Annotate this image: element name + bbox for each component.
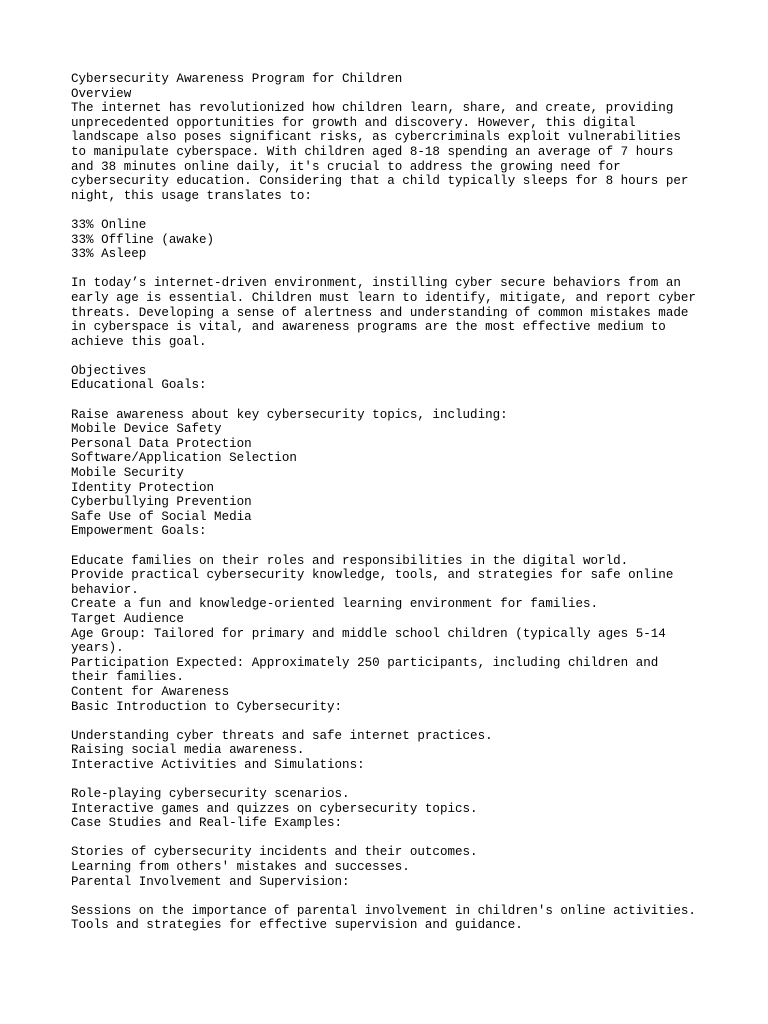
text-line: Interactive Activities and Simulations: [71,757,365,772]
text-line: Raise awareness about key cybersecurity topics, including: [71,407,508,422]
blank-line [71,889,731,904]
text-line: Cybersecurity Awareness Program for Children [71,72,403,86]
text-line: Objectives [71,363,147,378]
text-line: their families. [71,670,184,685]
text-line: 33% Online [71,217,147,232]
text-line: Age Group: Tailored for primary and middle school children (typically ages 5-14 [71,626,666,641]
text-line: Parental Involvement and Supervision: [71,874,350,889]
document-body [71,72,731,933]
text-line: Software/Application Selection [71,451,297,466]
text-line: Target Audience [71,611,184,626]
blank-line [71,831,731,846]
text-line: night, this usage translates to: [71,188,312,203]
text-line: and 38 minutes online daily, it's crucial to address the growing need for [71,159,621,174]
text-line: unprecedented opportunities for growth and discovery. However, this digital [71,115,636,130]
text-line: Tools and strategies for effective supervision and guidance. [71,918,523,933]
blank-line [71,262,731,277]
blank-line [71,393,731,408]
text-line: Identity Protection [71,480,215,495]
text-line: early age is essential. Children must learn to identify, mitigate, and report cyber [71,290,696,305]
blank-line [71,203,731,218]
text-line: 33% Offline (awake) [71,232,215,247]
text-line: Learning from others' mistakes and successes. [71,860,410,875]
text-line: Mobile Security [71,466,184,481]
text-line: Cyberbullying Prevention [71,495,252,510]
text-line: achieve this goal. [71,334,207,349]
text-line: Basic Introduction to Cybersecurity: [71,699,343,714]
text-line: Educate families on their roles and responsibilities in the digital world. [71,553,629,568]
text-line: cybersecurity education. Considering that a child typically sleeps for 8 hours per [71,174,689,189]
text-line: In today’s internet-driven environment, instilling cyber secure behaviors from an [71,276,681,291]
text-line: years). [71,641,124,656]
text-line: threats. Developing a sense of alertness and understanding of common mistakes made [71,305,689,320]
text-line: Safe Use of Social Media [71,509,252,524]
text-line: Raising social media awareness. [71,743,305,758]
blank-line [71,539,731,554]
text-line: Understanding cyber threats and safe internet practices. [71,728,493,743]
text-line: Educational Goals: [71,378,207,393]
text-line: Provide practical cybersecurity knowledge, tools, and strategies for safe online [71,568,674,583]
blank-line [71,349,731,364]
text-line: Empowerment Goals: [71,524,207,539]
text-line: Case Studies and Real-life Examples: [71,816,343,831]
text-line: Personal Data Protection [71,436,252,451]
text-line: Content for Awareness [71,684,230,699]
text-line: Role-playing cybersecurity scenarios. [71,787,350,802]
text-line: landscape also poses significant risks, as cybercriminals exploit vulnerabilities [71,130,681,145]
text-line: Stories of cybersecurity incidents and their outcomes. [71,845,478,860]
text-line: in cyberspace is vital, and awareness programs are the most effective medium to [71,320,666,335]
text-line: Overview [71,86,132,101]
text-line: to manipulate cyberspace. With children aged 8-18 spending an average of 7 hours [71,144,674,159]
text-line: Mobile Device Safety [71,422,222,437]
blank-line [71,773,731,788]
text-line: behavior. [71,582,139,597]
text-line: Participation Expected: Approximately 250 participants, including children and [71,655,659,670]
text-line: Sessions on the importance of parental involvement in children's online activities. [71,903,696,918]
blank-line [71,714,731,729]
text-line: Interactive games and quizzes on cybersecurity topics. [71,801,478,816]
text-line: 33% Asleep [71,247,147,262]
text-line: Create a fun and knowledge-oriented learning environment for families. [71,597,599,612]
text-line: The internet has revolutionized how children learn, share, and create, providing [71,101,674,116]
